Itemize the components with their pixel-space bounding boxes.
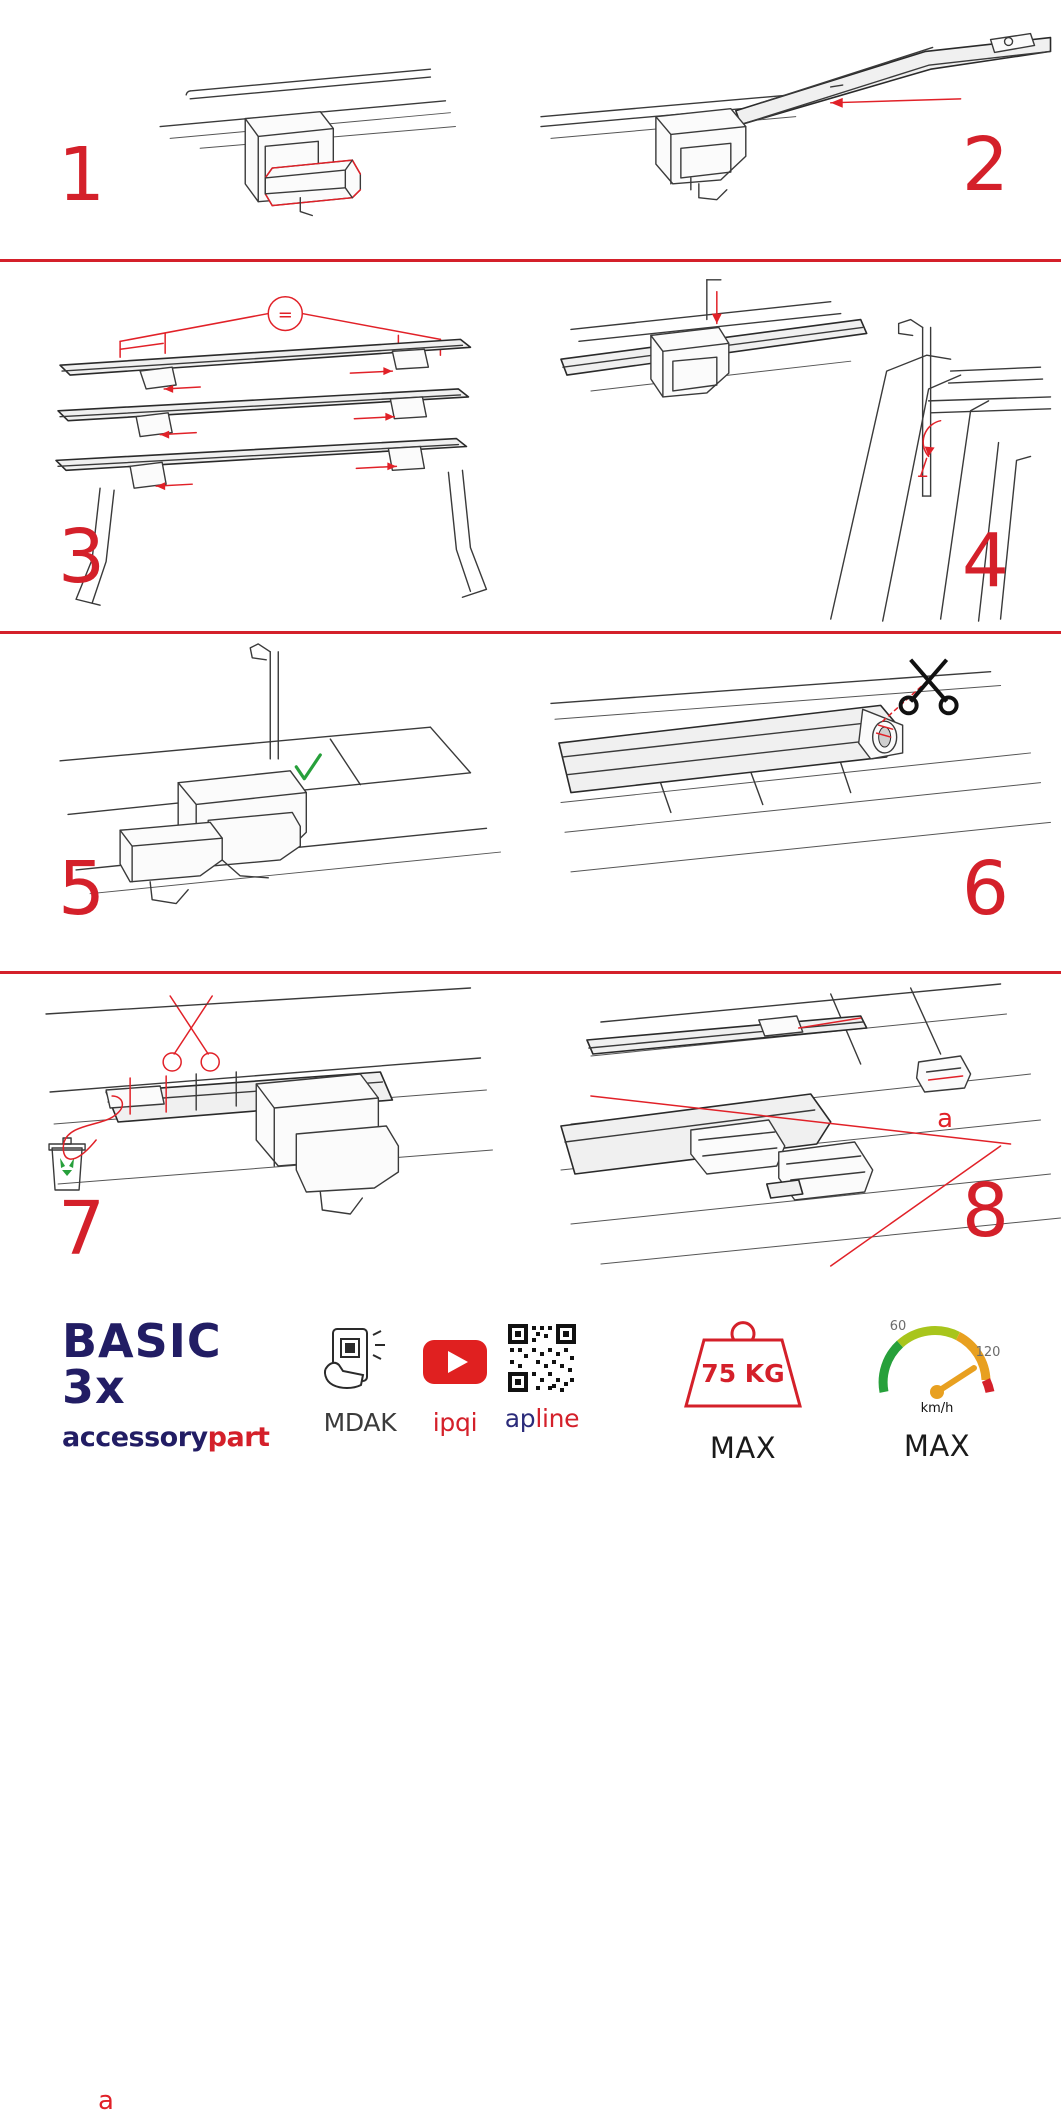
product-name-text: BASIC 3x [62,1314,222,1414]
step-7-cell [0,974,531,1296]
part-label-a-step6: a [937,1104,953,1134]
max-load-caption: MAX [660,1431,826,1465]
brand-block [62,1318,292,1451]
step-8-cell [531,974,1061,1296]
company-name-first: accessory [62,1422,208,1453]
step-1-number: 1 [58,138,105,212]
qr-code-icon[interactable] [482,1324,602,1392]
step-3-cell [0,262,531,631]
step-1-cell [0,0,531,259]
step-row-1 [0,0,1061,262]
step-3-number: 3 [58,520,105,594]
company-name-second: part [208,1422,270,1453]
step-row-2 [0,262,1061,634]
speedometer-icon [862,1306,1012,1418]
footer [0,1300,1061,1500]
product-name [62,1318,292,1410]
max-speed-caption: MAX [862,1429,1012,1463]
step-2-number: 2 [962,128,1009,202]
step-4-cell [531,262,1061,631]
logo-mdak-caption: MDAK [300,1408,420,1437]
logo-apline-caption [482,1404,602,1433]
step-5-number: 5 [58,852,105,926]
step-2-cell [531,0,1061,259]
svg-text:=: = [278,305,293,326]
step-5-cell [0,634,531,971]
gauge-max-label: 120 [976,1345,1001,1360]
max-load-value: 75 KG [701,1359,784,1388]
max-speed-block [862,1306,1012,1463]
step-row-4 [0,974,1061,1296]
step-row-3 [0,634,1061,974]
step-6-cell [531,634,1061,971]
logo-ipqi-caption: ipqi [400,1408,510,1437]
max-load-block [660,1310,826,1465]
company-name [62,1424,292,1451]
step-4-number: 4 [962,524,1009,598]
gauge-unit-label: km/h [921,1401,954,1416]
logo-apline [482,1324,602,1433]
weight-icon [660,1310,826,1420]
step-1-illustration [0,0,531,259]
logo-apline-caption-pre: ap [505,1404,536,1433]
step-8-number: 8 [962,1174,1009,1248]
logo-apline-caption-post: line [535,1404,579,1433]
step-6-number: 6 [962,852,1009,926]
step-7-number: 7 [58,1192,105,1266]
part-label-a-step7: a [98,2086,114,2116]
gauge-min-label: 60 [890,1319,907,1334]
